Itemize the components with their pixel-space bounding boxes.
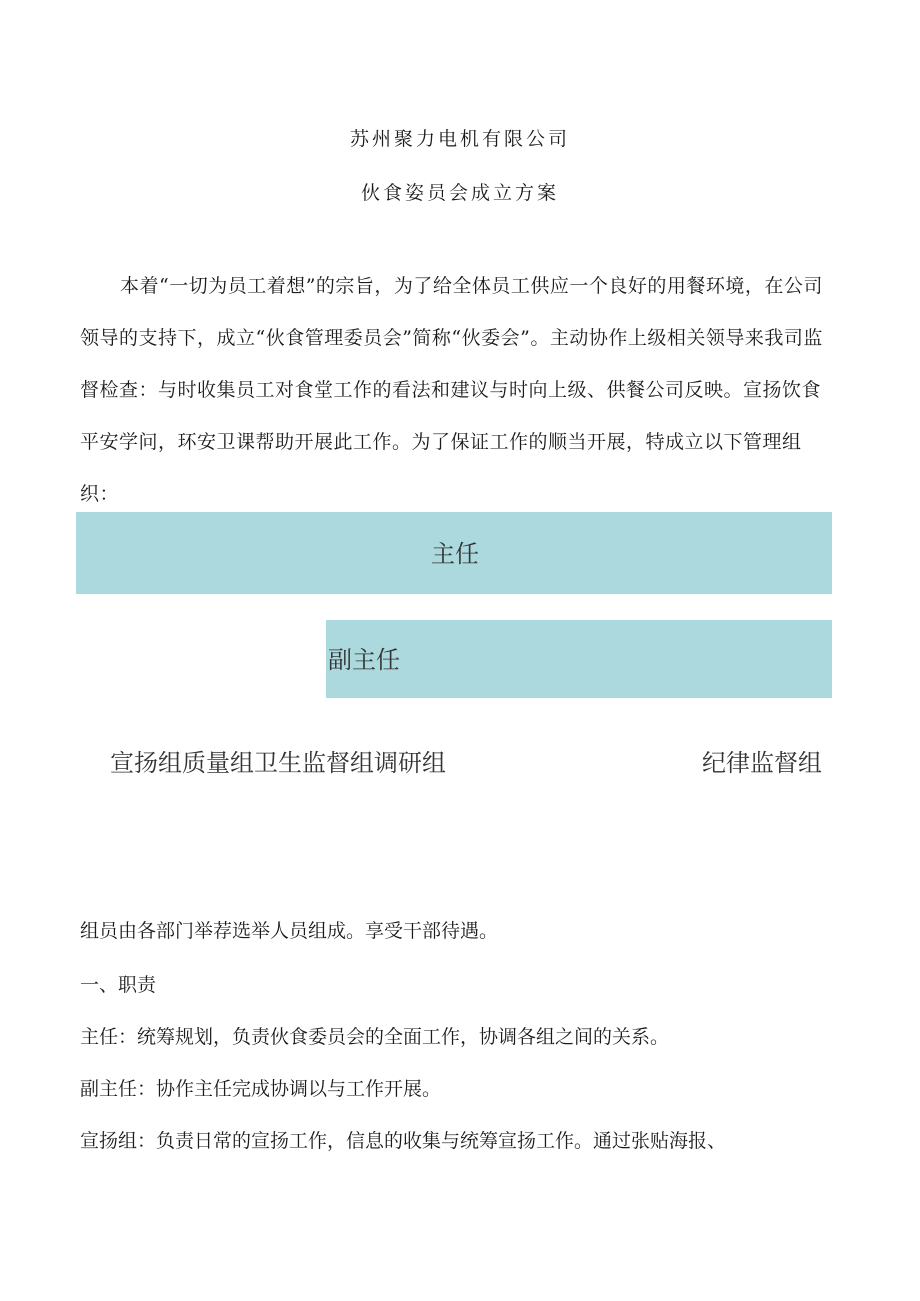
members-text: 组员由各部门举荐选举人员组成。享受干部待遇。 xyxy=(80,920,499,942)
duty-director: 主任：统筹规划，负责伙食委员会的全面工作，协调各组之间的关系。 xyxy=(80,1026,670,1048)
duty-deputy: 副主任：协作主任完成协调以与工作开展。 xyxy=(80,1078,442,1100)
org-chart-discipline-group: 纪律监督组 xyxy=(702,749,822,777)
duty-publicity: 宣扬组：负责日常的宣扬工作，信息的收集与统筹宣扬工作。通过张贴海报、 xyxy=(80,1130,727,1152)
section-heading-duties: 一、职责 xyxy=(80,974,157,996)
org-chart-deputy-box xyxy=(326,620,832,698)
deputy-director-label: 副主任 xyxy=(328,646,400,674)
intro-paragraph: 本着“一切为员工着想”的宗旨，为了给全体员工供应一个良好的用餐环境，在公司领导的支持下，成立“伙食管理委员会”简称“伙委会”。主动协作上级相关领导来我司监督检查：与时收集员工对食堂工作的看法和建议与时向上级、供餐公司反映。宣扬饮食平安学问，环安卫课帮助开展此工作。为了保证工作的顺当开展，特成立以下管理组织： xyxy=(80,275,823,505)
company-title: 苏州聚力电机有限公司 xyxy=(349,128,570,150)
director-label: 主任 xyxy=(431,540,479,568)
document-title: 伙食姿员会成立方案 xyxy=(360,182,559,204)
org-chart-groups: 宣扬组质量组卫生监督组调研组 xyxy=(110,749,446,777)
org-chart-director-box xyxy=(76,512,832,594)
